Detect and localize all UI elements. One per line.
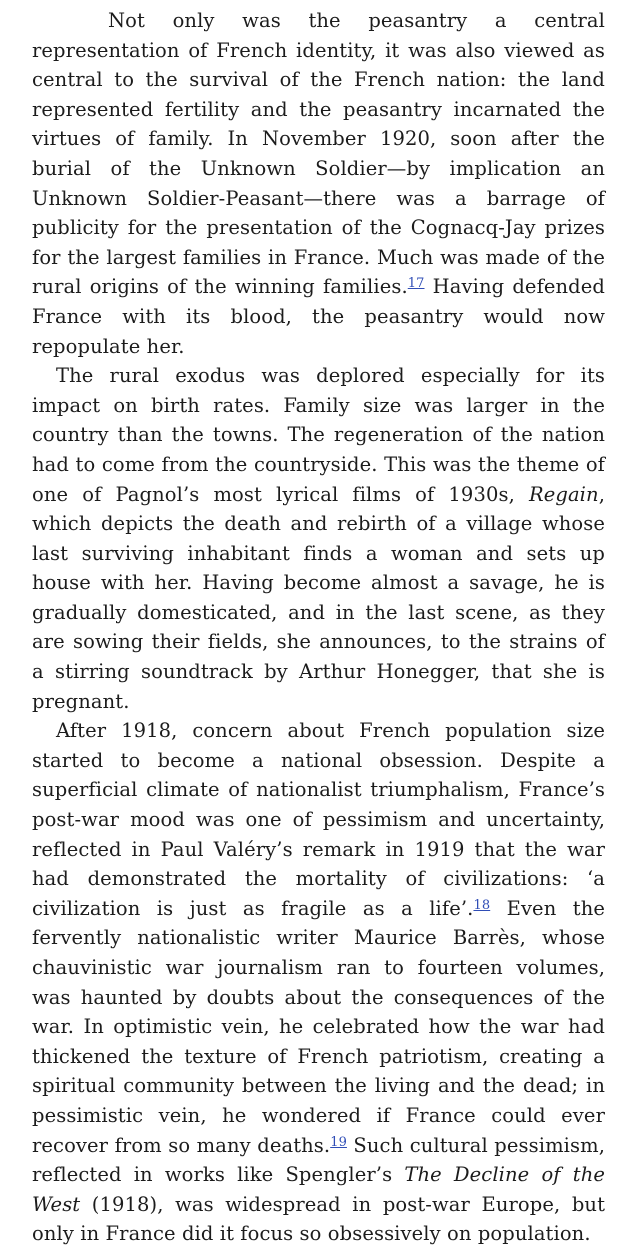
paragraph-1 <box>32 6 605 361</box>
footnote-link-17[interactable]: 17 <box>407 276 425 292</box>
book-title-italic: The Decline of the West <box>32 1163 605 1216</box>
paragraph-text: Having defended France with its blood, the peasantry would now repopulate her. <box>32 275 605 358</box>
film-title-italic: Regain <box>528 482 599 506</box>
document-page <box>32 6 605 1249</box>
footnote-link-19[interactable]: 19 <box>330 1134 347 1150</box>
paragraph-2 <box>32 361 605 716</box>
paragraph-text: , which depicts the death and rebirth of a village whose last surviving inhabitant finds a woman and sets up house with her. Having become almost a savage, he is gradually domesticated, and in the last scene, as they are sowing their fields, she announces, to the strains of a stirring soundtrack by Arthur Honegger, that she is pregnant. <box>32 482 605 713</box>
footnote-link-18[interactable]: 18 <box>473 897 491 913</box>
paragraph-text: Even the fervently nationalistic writer Maurice Barrès, whose chauvinistic war journalism ran to fourteen volumes, was haunted by doubts about the consequences of the war. In optimistic vein, he celebrated how the war had thickened the texture of French patriotism, creating a spiritual community between the living and the dead; in pessimistic vein, he wondered if France could ever recover from so many deaths. <box>32 896 605 1157</box>
paragraph-3 <box>32 716 605 1249</box>
paragraph-text: Such cultural pessimism, reflected in works like Spengler’s <box>32 1133 605 1187</box>
paragraph-text: Not only was the peasantry a central representation of French identity, it was also viewed as central to the survival of the French nation: the land represented fertility and the peasantry incarnated the virtues of family. In November 1920, soon after the burial of the Unknown Soldier—by implication an Unknown Soldier-Peasant—there was a barrage of publicity for the presentation of the Cognacq-Jay prizes for the largest families in France. Much was made of the rural origins of the winning families. <box>32 9 605 299</box>
paragraph-text: After 1918, concern about French population size started to become a national obsession. Despite a superficial climate of nationalist triumphalism, France’s post-war mood was one of pessimism and uncertainty, reflected in Paul Valéry’s remark in 1919 that the war had demonstrated the mortality of civilizations: ‘a civilization is just as fragile as a life’. <box>32 719 605 920</box>
paragraph-text: The rural exodus was deplored especially for its impact on birth rates. Family size was larger in the country than the towns. The regeneration of the nation had to come from the countryside. This was the theme of one of Pagnol’s most lyrical films of 1930s, <box>32 364 605 506</box>
paragraph-text: (1918), was widespread in post-war Europe, but only in France did it focus so obsessively on population. <box>32 1192 605 1246</box>
